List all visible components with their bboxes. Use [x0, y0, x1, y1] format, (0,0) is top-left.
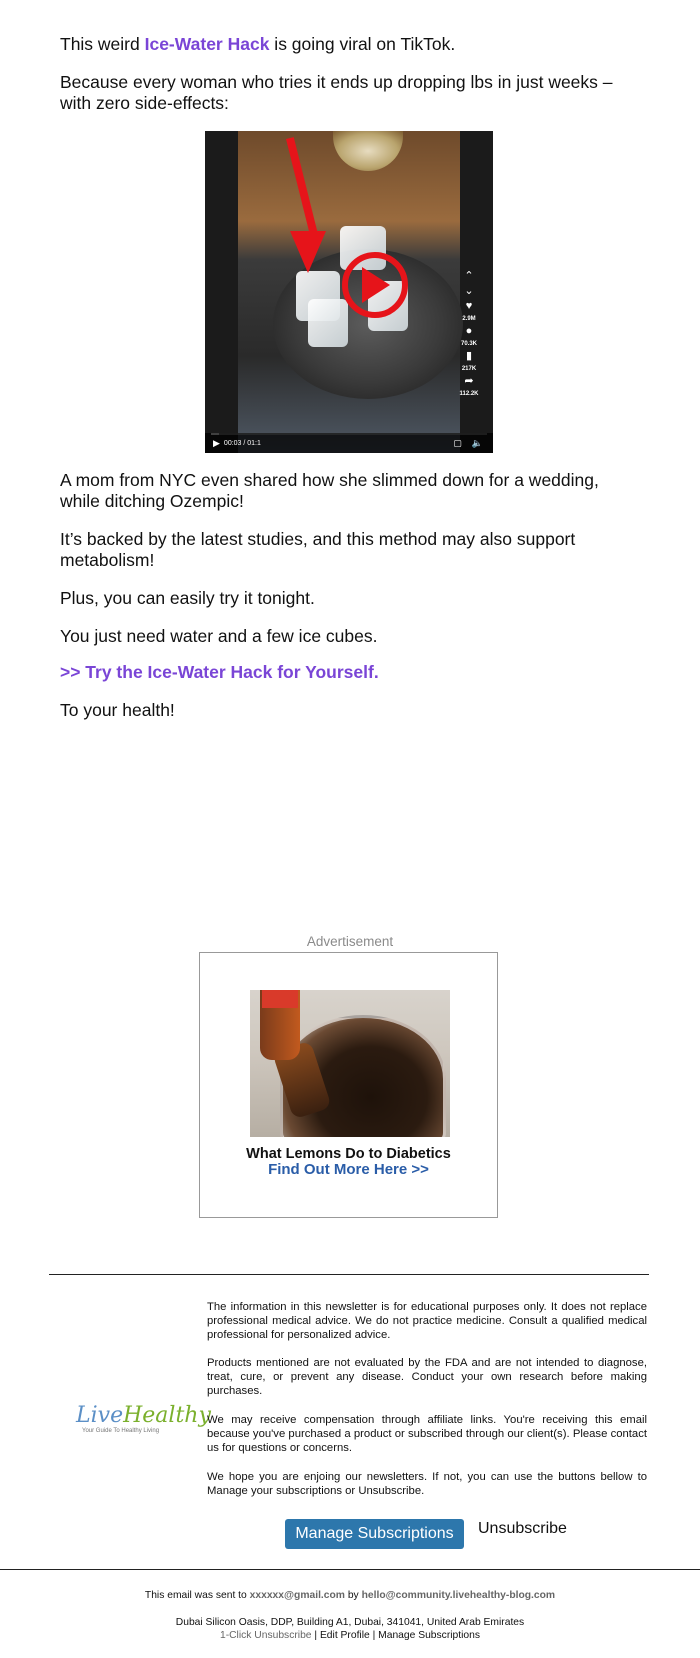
logo-tagline: Your Guide To Healthy Living — [82, 1428, 160, 1434]
ice-cube-image — [308, 299, 348, 347]
ad-label: Advertisement — [306, 934, 394, 949]
ad-box[interactable] — [199, 952, 498, 1218]
intro-paragraph: This weird Ice-Water Hack is going viral on TikTok. — [60, 34, 456, 54]
video-thumbnail[interactable] — [205, 131, 493, 453]
video-controls — [205, 433, 493, 453]
ingredients-paragraph: You just need water and a few ice cubes. — [60, 626, 378, 646]
disclaimer-fda: Products mentioned are not evaluated by the FDA and are not intended to diagnose, treat, cure, or prevent any disease. Conduct your own research before making purchases. — [207, 1357, 647, 1398]
comment-icon[interactable]: ● — [465, 325, 473, 337]
fullscreen-icon[interactable]: ▢ — [453, 437, 462, 448]
sender-email: hello@community.livehealthy-blog.com — [361, 1590, 556, 1601]
ad-link[interactable]: Find Out More Here >> — [268, 1161, 429, 1178]
red-arrow-icon — [286, 137, 320, 246]
company-address: Dubai Silicon Oasis, DDP, Building A1, Dubai, 341041, United Arab Emirates — [175, 1617, 525, 1628]
video-time: 00:03 / 01:1 — [223, 439, 261, 447]
bookmark-icon[interactable]: ▮ — [465, 350, 473, 362]
comments-count: 70.3K — [460, 341, 477, 347]
saves-count: 217K — [461, 366, 477, 372]
manage-subscriptions-button[interactable]: Manage Subscriptions — [285, 1519, 464, 1549]
ad-title[interactable]: What Lemons Do to Diabetics — [246, 1146, 451, 1162]
story-paragraph: A mom from NYC even shared how she slimmed down for a wedding, while ditching Ozempic! — [60, 470, 599, 511]
studies-paragraph: It’s backed by the latest studies, and this method may also support metabolism! — [60, 529, 576, 570]
signoff: To your health! — [60, 700, 175, 720]
ice-water-hack-link[interactable]: Ice-Water Hack — [144, 34, 270, 54]
chevron-down-icon[interactable]: ⌄ — [464, 285, 474, 297]
unsubscribe-button[interactable]: Unsubscribe — [478, 1520, 567, 1537]
heart-icon[interactable]: ♥ — [465, 300, 473, 312]
edit-profile-link[interactable]: Edit Profile — [319, 1630, 370, 1641]
manage-subscriptions-link[interactable]: Manage Subscriptions — [378, 1630, 481, 1641]
sent-to-line: This email was sent to xxxxxx@gmail.com by hello@community.livehealthy-blog.com — [144, 1590, 556, 1601]
recipient-email: xxxxxx@gmail.com — [249, 1590, 345, 1601]
footer-divider — [49, 1274, 649, 1275]
video-scene — [238, 131, 460, 453]
bottom-divider — [0, 1569, 700, 1570]
cta-link[interactable]: >> Try the Ice-Water Hack for Yourself. — [60, 662, 379, 682]
one-click-unsubscribe-link[interactable]: 1-Click Unsubscribe — [219, 1630, 312, 1641]
livehealthy-logo[interactable]: LiveHealthy Your Guide To Healthy Living — [76, 1403, 211, 1434]
play-icon[interactable] — [362, 267, 390, 303]
play-icon[interactable]: ▶ — [213, 437, 220, 448]
video-action-rail — [459, 271, 479, 397]
volume-icon[interactable]: 🔈 — [471, 437, 483, 448]
red-arrow-head-icon — [290, 231, 326, 273]
bowl-image — [333, 131, 403, 171]
shares-count: 112.2K — [459, 391, 479, 397]
disclaimer-newsletter: We hope you are enjoing our newsletters. If not, you can use the buttons bellow to Manage your subscriptions or Unsubscribe. — [207, 1471, 647, 1498]
ad-image[interactable] — [250, 990, 450, 1137]
footer-links: 1-Click Unsubscribe | Edit Profile | Manage Subscriptions — [219, 1630, 481, 1641]
share-icon[interactable]: ➦ — [464, 375, 474, 387]
disclaimer-educational: The information in this newsletter is for educational purposes only. It does not replace professional medical advice. We do not practice medicine. Consult a qualified medical professional for personalized advice. — [207, 1301, 647, 1342]
likes-count: 2.9M — [462, 316, 476, 322]
tonight-paragraph: Plus, you can easily try it tonight. — [60, 588, 315, 608]
disclaimer-affiliate: We may receive compensation through affiliate links. You're receiving this email because you've purchased a product or subscribed through our client(s). Please contact us for questions or concerns. — [207, 1414, 647, 1455]
chevron-up-icon[interactable]: ⌃ — [464, 270, 474, 282]
claim-paragraph: Because every woman who tries it ends up dropping lbs in just weeks – with zero side-effects: — [60, 72, 613, 113]
